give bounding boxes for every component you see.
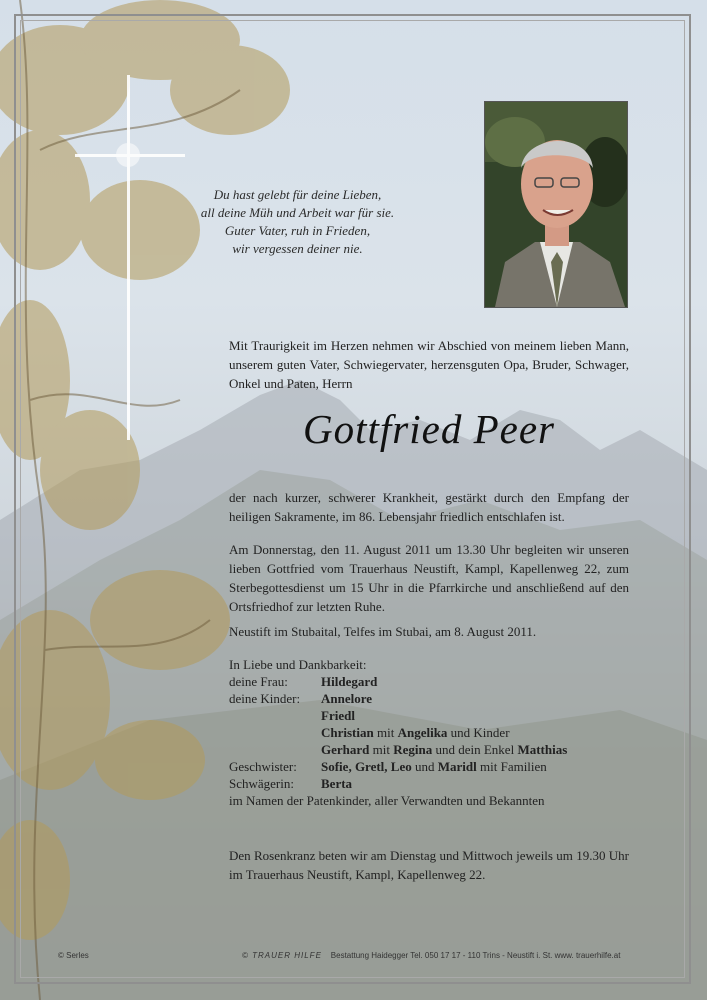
portrait-photo — [484, 101, 628, 308]
children-label: deine Kinder: — [229, 691, 301, 706]
poem-line: Guter Vater, ruh in Frieden, — [224, 223, 371, 238]
enkel-text: und dein Enkel — [435, 742, 515, 757]
child-name: Gerhard — [321, 742, 370, 757]
poem-line: wir vergessen deiner nie. — [232, 241, 363, 256]
siblings-names: Sofie, Gretl, Leo — [321, 759, 412, 774]
und-text: und — [415, 759, 435, 774]
child-name: Annelore — [321, 691, 373, 706]
poem — [185, 186, 410, 258]
child-name: Friedl — [321, 708, 355, 723]
row-child — [229, 724, 649, 741]
row-child — [229, 741, 649, 758]
partner-name: Regina — [393, 742, 433, 757]
mit-text: mit — [376, 725, 395, 740]
und-kinder-text: und Kinder — [450, 725, 510, 740]
sister-in-law-label: Schwägerin: — [229, 776, 294, 791]
row-siblings — [229, 758, 649, 775]
wife-name: Hildegard — [321, 674, 378, 689]
sister-in-law-name: Berta — [321, 776, 353, 791]
row-wife — [229, 673, 649, 690]
deceased-name: Gottfried Peer — [303, 406, 555, 452]
mourners-heading — [229, 656, 649, 673]
familien-text: mit Familien — [480, 759, 547, 774]
row-sister-in-law — [229, 775, 649, 792]
wife-label: deine Frau: — [229, 674, 288, 689]
row-closing — [229, 792, 649, 809]
heading-text: In Liebe und Dankbarkeit: — [229, 657, 367, 672]
intro-text: Mit Traurigkeit im Herzen nehmen wir Abschied von meinem lieben Mann, unserem guten Vater, Schwiegervater, herzensguten Opa, Bruder, Schwager, Onkel und Paten, Herrn — [229, 338, 629, 391]
rosary-text: Den Rosenkranz beten wir am Dienstag und Mittwoch jeweils um 19.30 Uhr im Trauerhaus Neustift, Kampl, Kapellenweg 22. — [229, 848, 629, 882]
place-date: Neustift im Stubaital, Telfes im Stubai, am 8. August 2011. — [229, 624, 537, 639]
business-info: Bestattung Haidegger Tel. 050 17 17 - 110 Trins - Neustift i. St. www. trauerhilfe.at — [330, 951, 621, 960]
mourners-list — [229, 656, 649, 809]
poem-line: Du hast gelebt für deine Lieben, — [213, 187, 382, 202]
funeral-details: Am Donnerstag, den 11. August 2011 um 13.30 Uhr begleiten wir unseren lieben Gottfried vom Trauerhaus Neustift, Kampl, Kapellenweg 22, zum Sterbegottesdienst um 15 Uhr in die Pfarrkirche und anschließend auf den Ortsfriedhof zur letzten Ruhe. — [229, 542, 629, 614]
partner-name: Angelika — [397, 725, 448, 740]
grandson-name: Matthias — [517, 742, 568, 757]
row-child — [229, 707, 649, 724]
siblings-label: Geschwister: — [229, 759, 297, 774]
passing-text: der nach kurzer, schwerer Krankheit, gestärkt durch den Empfang der heiligen Sakramente, im 86. Lebensjahr friedlich entschlafen ist. — [229, 490, 629, 524]
photo-credit: © Serles — [58, 951, 89, 960]
poem-line: all deine Müh und Arbeit war für sie. — [200, 205, 395, 220]
footer-business — [242, 951, 620, 960]
trauerhilfe-logo: © TRAUER HILFE — [242, 951, 322, 960]
portrait-illustration — [485, 102, 627, 307]
mit-text: mit — [372, 742, 390, 757]
row-children — [229, 690, 649, 707]
sibling-name: Maridl — [437, 759, 477, 774]
closing-text: im Namen der Patenkinder, aller Verwandten und Bekannten — [229, 793, 545, 808]
child-name: Christian — [321, 725, 374, 740]
